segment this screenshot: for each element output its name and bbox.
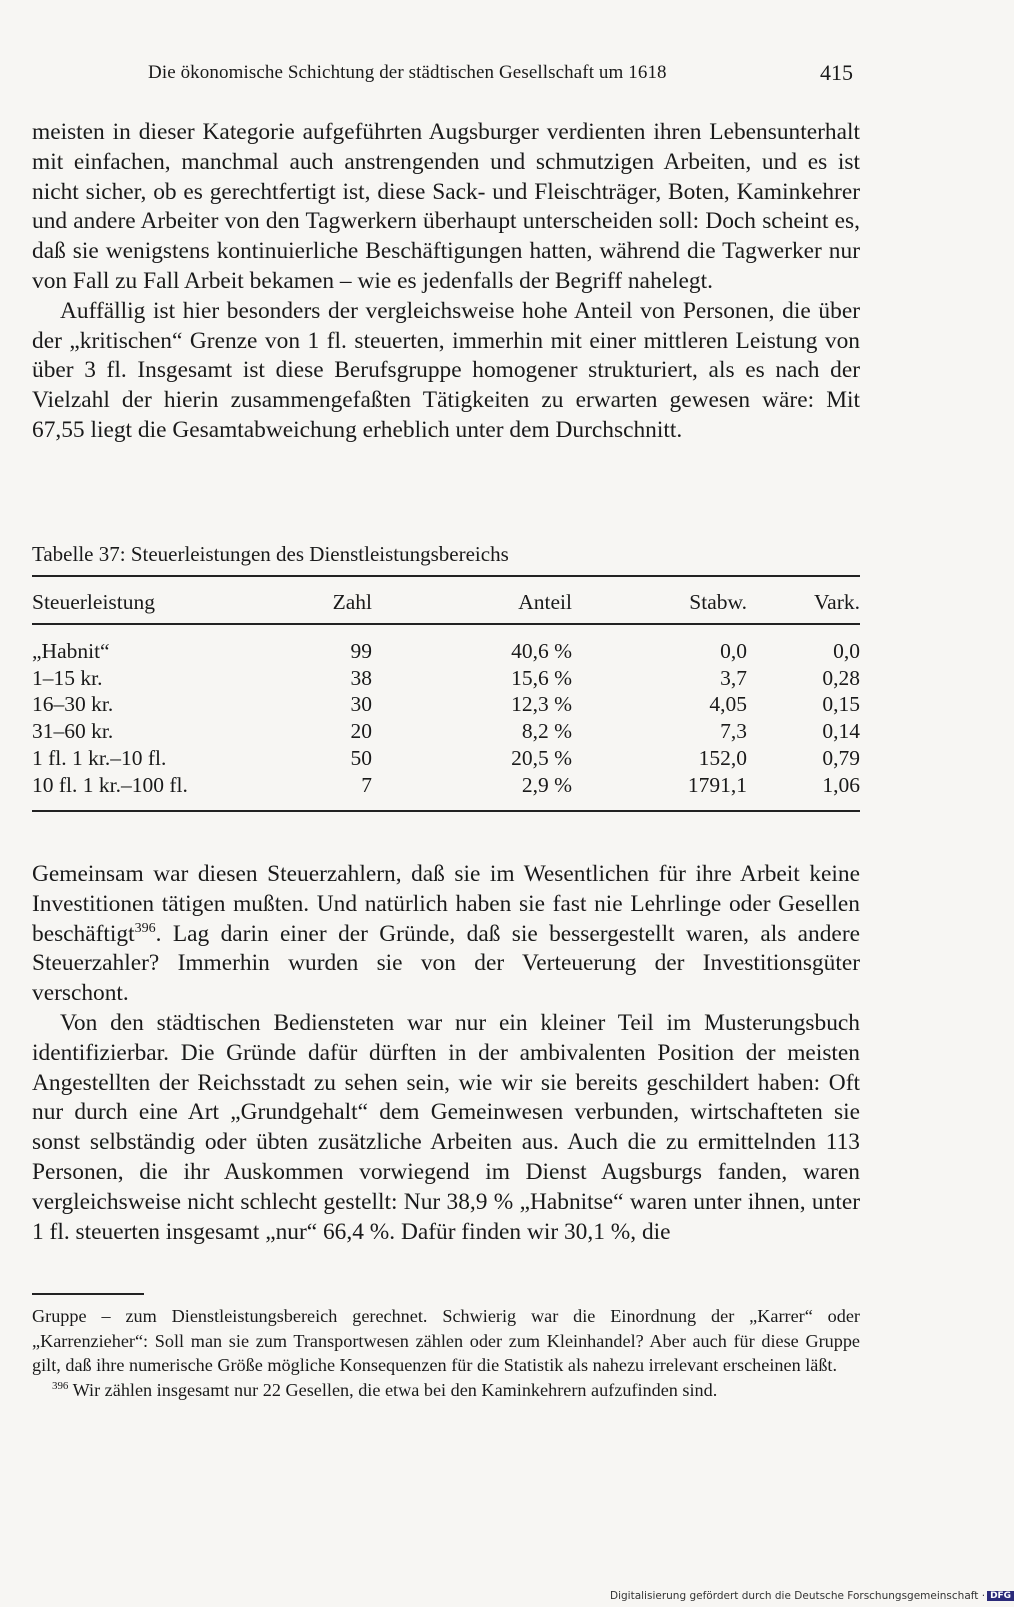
- table-cell: 0,28: [822, 665, 860, 690]
- table-cell: 10 fl. 1 kr.–100 fl.: [32, 772, 188, 797]
- table-cell: 12,3 %: [511, 692, 572, 717]
- table-cell: 8,2 %: [521, 719, 572, 744]
- table-top-rule: [32, 575, 860, 577]
- footnote: [32, 1378, 860, 1403]
- digitization-credit: [610, 1590, 1014, 1602]
- footnotes: [32, 1304, 860, 1402]
- footnote-number: 396: [52, 1379, 69, 1392]
- table-cell: 16–30 kr.: [32, 692, 114, 717]
- paragraph: Auffällig ist hier besonders der vergleichsweise hohe Anteil von Personen, die über der „kritischen“ Grenze von 1 fl. steuerten, immerhin mit einer mittleren Leistung von über 3 fl. Insgesamt ist diese Berufsgruppe homogener strukturiert, als es nach der Vielzahl der hierin zusammengefaßten Tätigkeiten zu erwarten gewesen wäre: Mit 67,55 liegt die Gesamtabweichung erheblich unter dem Durchschnitt.: [32, 297, 860, 443]
- page-number: 415: [820, 60, 853, 85]
- column-header: Vark.: [814, 589, 860, 614]
- table-cell: 7,3: [720, 719, 747, 744]
- body-text-top: [32, 118, 860, 446]
- table-cell: 0,0: [833, 638, 860, 663]
- table-bottom-rule: [32, 810, 860, 812]
- column-header: Anteil: [518, 589, 572, 614]
- paragraph: meisten in dieser Kategorie aufgeführten Augsburger verdienten ihren Lebensunterhalt mit einfachen, manchmal auch anstrengenden und schmutzigen Arbeiten, und es ist nicht sicher, ob es gerechtfertigt ist, diese Sack- und Fleischträger, Boten, Kaminkehrer und andere Arbeiter von den Tagwerkern überhaupt unterscheiden soll: Doch scheint es, daß sie wenigstens kontinuierliche Beschäftigungen hatten, während die Tagwerker nur von Fall zu Fall Arbeit bekamen – wie es jedenfalls der Begriff nahelegt.: [32, 119, 860, 294]
- table-cell: 1,06: [822, 772, 860, 797]
- table-cell: 15,6 %: [511, 665, 572, 690]
- table-cell: 40,6 %: [511, 638, 572, 663]
- table-row: [32, 638, 860, 665]
- table-cell: „Habnit“: [32, 638, 110, 663]
- table-row: [32, 665, 860, 692]
- footnote-text: Wir zählen insgesamt nur 22 Gesellen, die etwa bei den Kaminkehrern aufzufinden sind.: [68, 1379, 718, 1400]
- table-cell: 152,0: [698, 746, 747, 771]
- table-cell: 1–15 kr.: [32, 665, 103, 690]
- table-header-row: [32, 589, 860, 616]
- paragraph-text: . Lag darin einer der Gründe, daß sie bessergestellt waren, als andere Steuerzahler? Immerhin wurden sie von der Verteuerung der Investitionsgüter verschont.: [32, 920, 860, 1007]
- table-cell: 31–60 kr.: [32, 719, 114, 744]
- footnote-separator: [32, 1293, 144, 1295]
- table-cell: 1791,1: [687, 772, 747, 797]
- table-caption: Tabelle 37: Steuerleistungen des Dienstleistungsbereichs: [32, 542, 509, 566]
- dfg-logo: DFG: [987, 1591, 1014, 1601]
- table-cell: 20: [350, 719, 372, 744]
- table-cell: 38: [350, 665, 372, 690]
- table-cell: 0,0: [720, 638, 747, 663]
- table-cell: 2,9 %: [521, 772, 572, 797]
- table-cell: 20,5 %: [511, 746, 572, 771]
- body-text-bottom: [32, 860, 860, 1247]
- column-header: Steuerleistung: [32, 589, 156, 614]
- credit-text: Digitalisierung gefördert durch die Deutsche Forschungsgemeinschaft ·: [610, 1590, 986, 1602]
- footnote-continuation: Gruppe – zum Dienstleistungsbereich gerechnet. Schwierig war die Einordnung der „Karrer“ oder „Karrenzieher“: Soll man sie zum Transportwesen zählen oder zum Kleinhandel? Aber auch für diese Gruppe gilt, daß ihre numerische Größe mögliche Konsequenzen für die Statistik als nahezu irrelevant erscheinen läßt.: [32, 1306, 860, 1376]
- table-cell: 50: [350, 746, 372, 771]
- column-header: Stabw.: [689, 589, 747, 614]
- table-cell: 99: [350, 638, 372, 663]
- paragraph: [32, 860, 860, 1009]
- table-row: [32, 692, 860, 719]
- table-header-rule: [32, 623, 860, 625]
- table-cell: 30: [350, 692, 372, 717]
- table-cell: 0,14: [822, 719, 860, 744]
- running-title: Die ökonomische Schichtung der städtischen Gesellschaft um 1618: [148, 62, 667, 83]
- paragraph: Von den städtischen Bediensteten war nur ein kleiner Teil im Musterungsbuch identifizierbar. Die Gründe dafür dürften in der ambivalenten Position der meisten Angestellten der Reichsstadt zu sehen sein, wie wir sie bereits geschildert haben: Oft nur durch eine Art „Grundgehalt“ dem Gemeinwesen verbunden, wirtschafteten sie sonst selbständig oder übten zusätzliche Arbeiten aus. Auch die zu ermittelnden 113 Personen, die ihr Auskommen vorwiegend im Dienst Augsburgs fanden, waren vergleichsweise nicht schlecht gestellt: Nur 38,9 % „Habnitse“ waren unter ihnen, unter 1 fl. steuerten insgesamt „nur“ 66,4 %. Dafür finden wir 30,1 %, die: [32, 1009, 860, 1245]
- table-header: [32, 589, 860, 616]
- table-cell: 0,79: [822, 746, 860, 771]
- table-row: [32, 745, 860, 772]
- table-row: [32, 718, 860, 745]
- table-cell: 3,7: [720, 665, 747, 690]
- paragraph-text: Gemeinsam war diesen Steuerzahlern, daß sie im Wesentlichen für ihre Arbeit keine Investitionen tätigen mußten. Und natürlich haben sie fast nie Lehrlinge oder Gesellen beschäftigt: [32, 861, 860, 947]
- table-cell: 0,15: [822, 692, 860, 717]
- footnote-reference: 396: [134, 919, 156, 936]
- table-row: [32, 772, 860, 799]
- table-cell: 4,05: [709, 692, 747, 717]
- table-cell: 1 fl. 1 kr.–10 fl.: [32, 746, 167, 771]
- column-header: Zahl: [332, 589, 372, 614]
- table-cell: 7: [361, 772, 372, 797]
- tax-table-body: [32, 638, 860, 799]
